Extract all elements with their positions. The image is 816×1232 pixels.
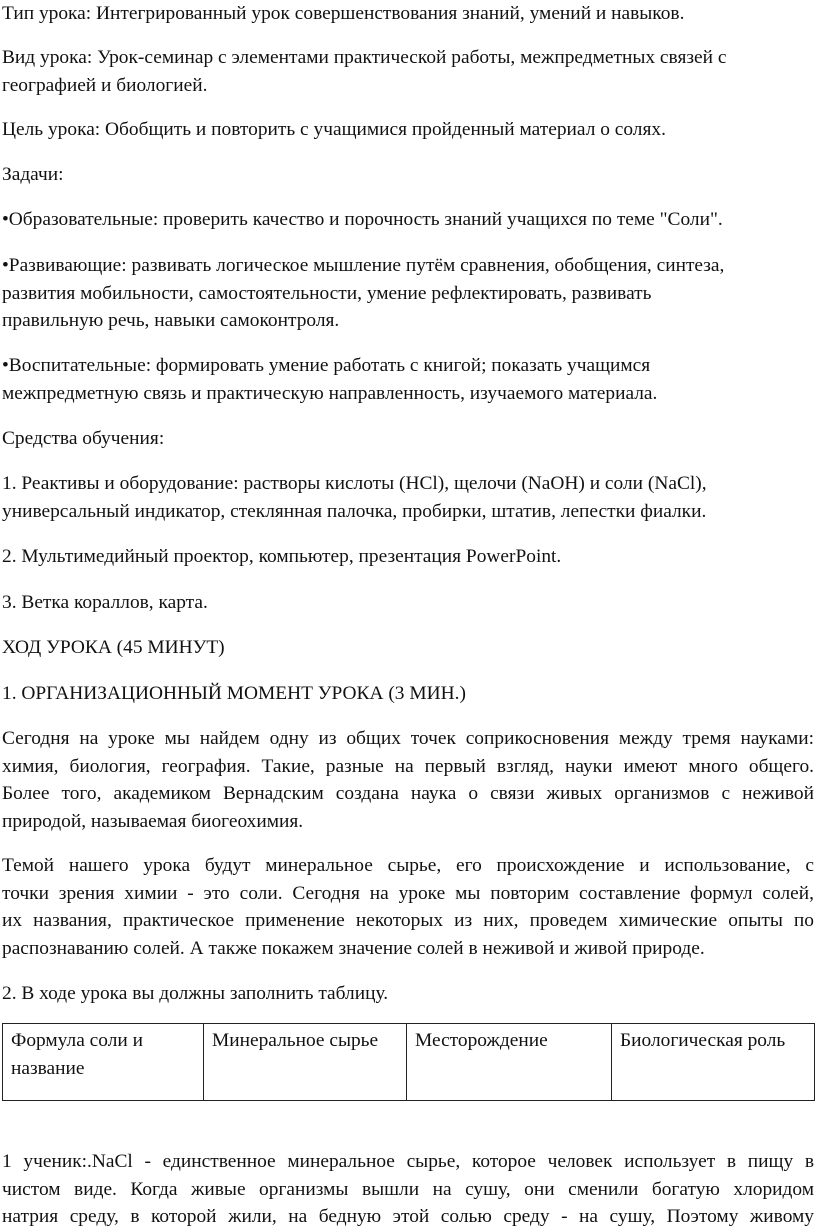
tasks-heading: Задачи: — [2, 164, 64, 185]
table-header-bio-role: Биологическая роль — [612, 1024, 815, 1101]
student-paragraph: 1 ученик:.NaCl - единственное минеральное сырье, которое человек использует в пищу в чистом виде. Когда живые организмы вышли на сушу, они сменили богатую хлоридом натрия среду, в которой жили, на бедную этой солью среду - на сушу, Поэтому живому — [2, 1151, 814, 1227]
task-educational: •Образовательные: проверить качество и порочность знаний учащихся по теме "Соли". — [2, 209, 723, 230]
lesson-goal: Цель урока: Обобщить и повторить с учащимися пройденный материал о солях. — [2, 119, 666, 140]
means-item-1: 1. Реактивы и оборудование: растворы кислоты (HCl), щелочи (NaOH) и соли (NaCl), универсальный индикатор, стеклянная палочка, пробирки, штатив, лепестки фиалки. — [2, 473, 707, 522]
table-header-row — [3, 1024, 815, 1101]
table-header-mineral: Минеральное сырье — [204, 1024, 407, 1101]
intro-paragraph: Сегодня на уроке мы найдем одну из общих точек соприкосновения между тремя науками: химия, биология, география. Такие, разные на первый взгляд, науки имеют много общего. Более того, академиком Вернадским создана наука о связи живых организмов с неживой природой, называемая биогеохимия. — [2, 728, 814, 832]
means-item-3: 3. Ветка кораллов, карта. — [2, 592, 208, 613]
org-heading: 1. ОРГАНИЗАЦИОННЫЙ МОМЕНТ УРОКА (3 МИН.) — [2, 683, 466, 704]
lesson-kind: Вид урока: Урок-семинар с элементами практической работы, межпредметных связей с географией и биологией. — [2, 47, 727, 96]
lesson-type: Тип урока: Интегрированный урок совершенствования знаний, умений и навыков. — [2, 3, 685, 24]
table-intro: 2. В ходе урока вы должны заполнить таблицу. — [2, 983, 389, 1004]
course-heading: ХОД УРОКА (45 МИНУТ) — [2, 637, 225, 658]
means-heading: Средства обучения: — [2, 428, 165, 449]
task-upbringing: •Воспитательные: формировать умение работать с книгой; показать учащимся межпредметную связь и практическую направленность, изучаемого материала. — [2, 355, 658, 404]
salts-table — [2, 1023, 815, 1101]
means-item-2: 2. Мультимедийный проектор, компьютер, презентация PowerPoint. — [2, 546, 562, 567]
table-header-deposit: Месторождение — [407, 1024, 612, 1101]
task-developing: •Развивающие: развивать логическое мышление путём сравнения, обобщения, синтеза, развития мобильности, самостоятельности, умение рефлектировать, развивать правильную речь, навыки самоконтроля. — [2, 255, 725, 331]
table-header-formula: Формула соли и название — [3, 1024, 204, 1101]
topic-paragraph: Темой нашего урока будут минеральное сырье, его происхождение и использование, с точки зрения химии - это соли. Сегодня на уроке мы повторим составление формул солей, их названия, практическое применение некоторых из них, проведем химические опыты по распознаванию солей. А также покажем значение солей в неживой и живой природе. — [2, 855, 814, 959]
